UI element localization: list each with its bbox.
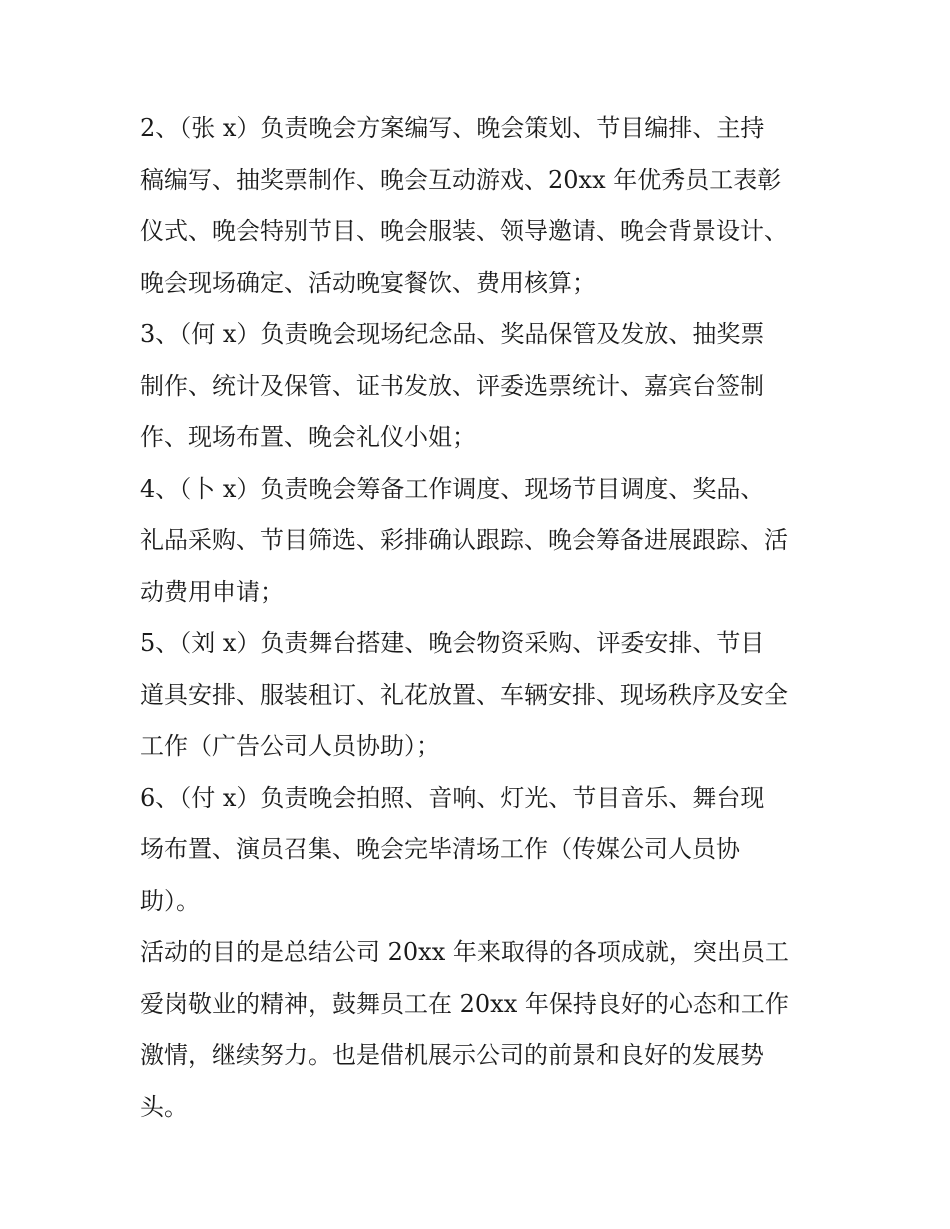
text-line: 助）。 [140, 886, 200, 915]
text-line: 3、（何 x）负责晚会现场纪念品、奖品保管及发放、抽奖票 [140, 320, 765, 348]
text-line: 6、（付 x）负责晚会拍照、音响、灯光、节目音乐、舞台现 [140, 783, 765, 812]
text-line: 头。 [140, 1092, 188, 1121]
text-line: 作、现场布置、晚会礼仪小姐； [140, 423, 476, 451]
text-line: 爱岗敬业的精神，鼓舞员工在 20xx 年保持良好的心态和工作 [140, 989, 789, 1018]
text-line: 晚会现场确定、活动晚宴餐饮、费用核算； [140, 268, 596, 297]
text-line: 4、（卜 x）负责晚会筹备工作调度、现场节目调度、奖品、 [140, 474, 765, 503]
text-line: 礼品采购、节目筛选、彩排确认跟踪、晚会筹备进展跟踪、活 [140, 526, 788, 554]
text-line: 仪式、晚会特别节目、晚会服装、领导邀请、晚会背景设计、 [140, 217, 788, 245]
paragraph-purpose [140, 927, 820, 1133]
text-line: 2、（张 x）负责晚会方案编写、晚会策划、节目编排、主持 [140, 114, 765, 142]
paragraph-assignment-3 [140, 309, 820, 464]
paragraph-assignment-6 [140, 773, 820, 928]
document-body [140, 103, 820, 1133]
paragraph-assignment-5 [140, 618, 820, 773]
text-line: 稿编写、抽奖票制作、晚会互动游戏、20xx 年优秀员工表彰 [140, 165, 782, 194]
text-line: 活动的目的是总结公司 20xx 年来取得的各项成就，突出员工 [140, 938, 789, 966]
text-line: 场布置、演员召集、晚会完毕清场工作（传媒公司人员协 [140, 835, 740, 863]
text-line: 5、（刘 x）负责舞台搭建、晚会物资采购、评委安排、节目 [140, 629, 765, 657]
paragraph-assignment-2 [140, 103, 820, 309]
text-line: 动费用申请； [140, 577, 284, 606]
text-line: 制作、统计及保管、证书发放、评委选票统计、嘉宾台签制 [140, 371, 764, 400]
text-line: 激情，继续努力。也是借机展示公司的前景和良好的发展势 [140, 1041, 764, 1069]
paragraph-assignment-4 [140, 464, 820, 619]
text-line: 工作（广告公司人员协助）； [140, 732, 440, 760]
text-line: 道具安排、服装租订、礼花放置、车辆安排、现场秩序及安全 [140, 680, 788, 709]
